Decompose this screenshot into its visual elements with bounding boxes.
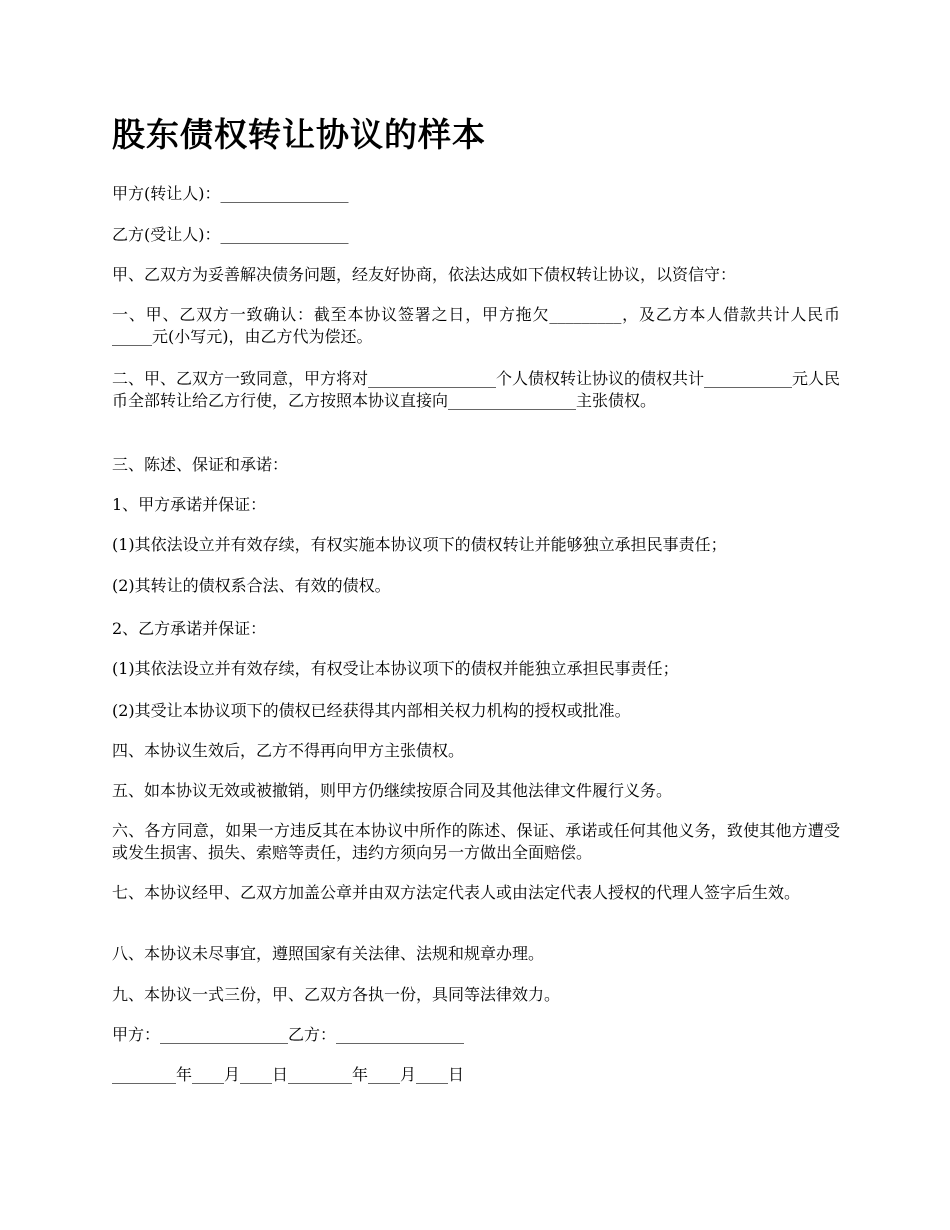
clause-2-paragraph: 二、甲、乙双方一致同意，甲方将对________________个人债权转让协议的债权共计___________元人民币全部转让给乙方行使，乙方按照本协议直接向________________主张债权。 [112, 369, 841, 410]
party-b-warranty-item-1: (1)其依法设立并有效存续，有权受让本协议项下的债权并能独立承担民事责任； [112, 659, 679, 678]
clause-3-heading: 三、陈述、保证和承诺： [112, 455, 289, 474]
date-line: ________年____月____日________年____月____日 [112, 1065, 465, 1084]
party-a-warranty-item-1: (1)其依法设立并有效存续，有权实施本协议项下的债权转让并能够独立承担民事责任； [112, 535, 727, 554]
clause-8-paragraph: 八、本协议未尽事宜，遵照国家有关法律、法规和规章办理。 [112, 944, 545, 963]
clause-7-paragraph: 七、本协议经甲、乙双方加盖公章并由双方法定代表人或由法定代表人授权的代理人签字后生效。 [112, 883, 801, 902]
clause-9-paragraph: 九、本协议一式三份，甲、乙双方各执一份，具同等法律效力。 [112, 985, 561, 1004]
party-a-warranty-item-2: (2)其转让的债权系合法、有效的债权。 [112, 576, 391, 595]
party-b-warranty-heading: 2、乙方承诺并保证： [112, 619, 267, 638]
preamble-paragraph: 甲、乙双方为妥善解决债务问题，经友好协商，依法达成如下债权转让协议，以资信守： [112, 265, 737, 284]
party-b-line: 乙方(受让人)：________________ [112, 225, 349, 244]
document-title: 股东债权转让协议的样本 [112, 115, 486, 154]
party-a-line: 甲方(转让人)：________________ [112, 184, 349, 203]
clause-5-paragraph: 五、如本协议无效或被撤销，则甲方仍继续按原合同及其他法律文件履行义务。 [112, 781, 673, 800]
clause-1-paragraph: 一、甲、乙双方一致确认：截至本协议签署之日，甲方拖欠_________，及乙方本人借款共计人民币_____元(小写元)，由乙方代为偿还。 [112, 305, 840, 346]
party-b-warranty-item-2: (2)其受让本协议项下的债权已经获得其内部相关权力机构的授权或批准。 [112, 701, 631, 720]
clause-4-paragraph: 四、本协议生效后，乙方不得再向甲方主张债权。 [112, 741, 465, 760]
clause-6-paragraph: 六、各方同意，如果一方违反其在本协议中所作的陈述、保证、承诺或任何其他义务，致使其他方遭受或发生损害、损失、索赔等责任，违约方须向另一方做出全面赔偿。 [112, 821, 840, 862]
party-a-warranty-heading: 1、甲方承诺并保证： [112, 495, 267, 514]
signature-line: 甲方：________________乙方：________________ [112, 1025, 465, 1044]
